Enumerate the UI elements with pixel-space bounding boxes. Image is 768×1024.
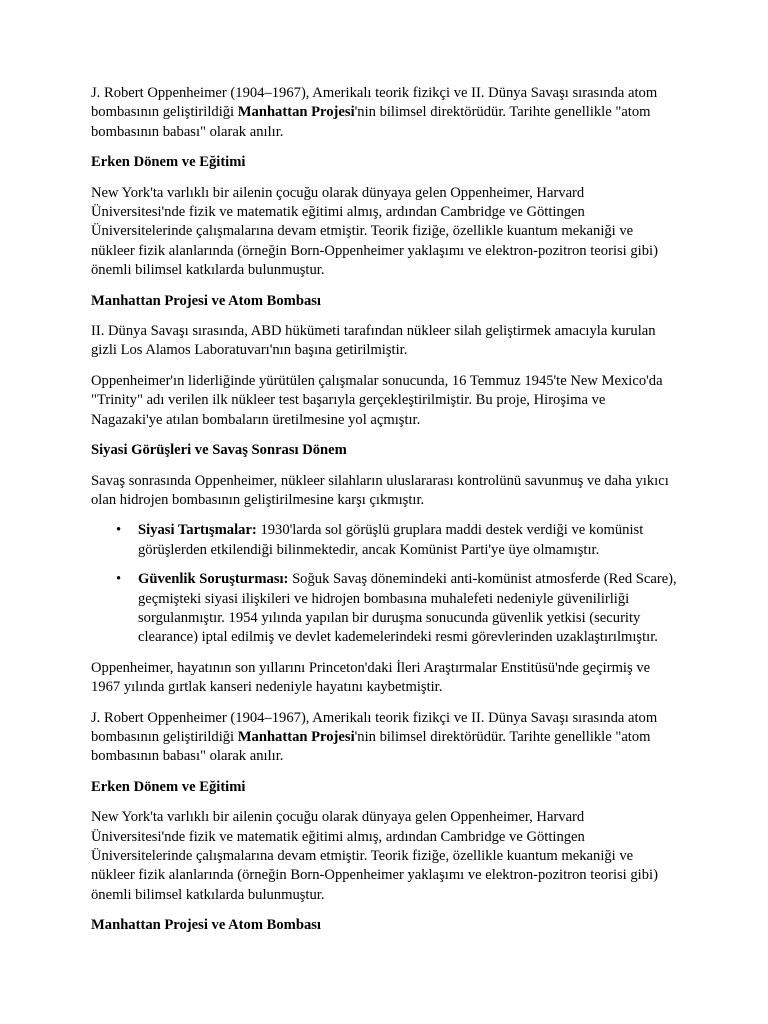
- list-item: [116, 570, 678, 648]
- bullet-marker: •: [116, 522, 122, 539]
- intro-text-end: 'nin bilimsel direktörüdür. Tarihte genellikle "atom bombasının babası" olarak anılır.: [91, 728, 651, 765]
- paragraph-early-life: New York'ta varlıklı bir ailenin çocuğu olarak dünyaya gelen Oppenheimer, Harvard Üniversitesi'nde fizik ve matematik eğitimi almış, ardından Cambridge ve Göttingen Üniversitelerinde çalışmalarına devam etmiştir. Teorik fiziğe, özellikle kuantum mekaniği ve nükleer fizik alanlarında (örneğin Born-Oppenheimer yaklaşımı ve elektron-pozitron teorisi gibi) önemli bilimsel katkılarda bulunmuştur.: [91, 184, 658, 279]
- intro-paragraph-repeat: [91, 709, 678, 767]
- heading-early-life-repeat: Erken Dönem ve Eğitimi: [91, 778, 246, 795]
- intro-bold-term: Manhattan Projesi: [237, 728, 355, 745]
- paragraph-manhattan-2: Oppenheimer'ın liderliğinde yürütülen çalışmalar sonucunda, 16 Temmuz 1945'te New Mexico'da "Trinity" adı verilen ilk nükleer test başarıyla gerçekleştirilmiştir. Bu proje, Hiroşima ve Nagazaki'ye atılan bombaların üretilmesine yol açmıştır.: [91, 372, 663, 428]
- heading-early-life: Erken Dönem ve Eğitimi: [91, 154, 246, 171]
- bullet-list: [91, 521, 678, 647]
- intro-paragraph: [91, 84, 678, 142]
- intro-text-end: 'nin bilimsel direktörüdür. Tarihte genellikle "atom bombasının babası" olarak anılır.: [91, 104, 651, 140]
- list-item: [116, 521, 678, 560]
- bullet-text: Soğuk Savaş dönemindeki anti-komünist atmosferde (Red Scare), geçmişteki siyasi ilişkileri ve hidrojen bombasına muhalefeti nedeniyle güvenilirliği sorgulanmıştır. 1954 yılında yapılan bir duruşma sonucunda güvenlik yetkisi (security clearance) iptal edilmiş ve devlet kademelerindeki resmi görevlerinden uzaklaştırılmıştır.: [138, 571, 677, 646]
- paragraph-final: Oppenheimer, hayatının son yıllarını Princeton'daki İleri Araştırmalar Enstitüsü'nde geçirmiş ve 1967 yılında gırtlak kanseri nedeniyle hayatını kaybetmiştir.: [91, 659, 651, 696]
- paragraph-manhattan-1: II. Dünya Savaşı sırasında, ABD hükümeti tarafından nükleer silah geliştirmek amacıyla kurulan gizli Los Alamos Laboratuvarı'nın başına getirilmiştir.: [91, 323, 656, 359]
- intro-text-start: J. Robert Oppenheimer (1904–1967), Amerikalı teorik fizikçi ve II. Dünya Savaşı sırasında atom bombasının geliştirildiği: [91, 709, 658, 745]
- paragraph-political: Savaş sonrasında Oppenheimer, nükleer silahların uluslararası kontrolünü savunmuş ve daha yıkıcı olan hidrojen bombasının geliştirilmesine karşı çıkmıştır.: [91, 472, 669, 508]
- heading-manhattan-project-repeat: Manhattan Projesi ve Atom Bombası: [91, 917, 321, 934]
- bullet-marker: •: [116, 571, 122, 588]
- paragraph-early-life-repeat: New York'ta varlıklı bir ailenin çocuğu olarak dünyaya gelen Oppenheimer, Harvard Üniversitesi'nde fizik ve matematik eğitimi almış, ardından Cambridge ve Göttingen Üniversitelerinde çalışmalarına devam etmiştir. Teorik fiziğe, özellikle kuantum mekaniği ve nükleer fizik alanlarında (örneğin Born-Oppenheimer yaklaşımı ve elektron-pozitron teorisi gibi) önemli bilimsel katkılarda bulunmuştur.: [91, 809, 658, 903]
- intro-bold-term: Manhattan Projesi: [237, 104, 355, 121]
- bullet-text: 1930'larda sol görüşlü gruplara maddi destek verdiği ve komünist görüşlerden etkilendiği bilinmektedir, ancak Komünist Parti'ye üye olmamıştır.: [138, 522, 644, 558]
- intro-text-start: J. Robert Oppenheimer (1904–1967), Amerikalı teorik fizikçi ve II. Dünya Savaşı sırasında atom bombasının geliştirildiği: [91, 85, 658, 121]
- bullet-bold-label: Güvenlik Soruşturması:: [138, 571, 289, 588]
- heading-manhattan-project: Manhattan Projesi ve Atom Bombası: [91, 292, 321, 309]
- heading-political-views: Siyasi Görüşleri ve Savaş Sonrası Dönem: [91, 442, 347, 459]
- bullet-bold-label: Siyasi Tartışmalar:: [138, 522, 257, 539]
